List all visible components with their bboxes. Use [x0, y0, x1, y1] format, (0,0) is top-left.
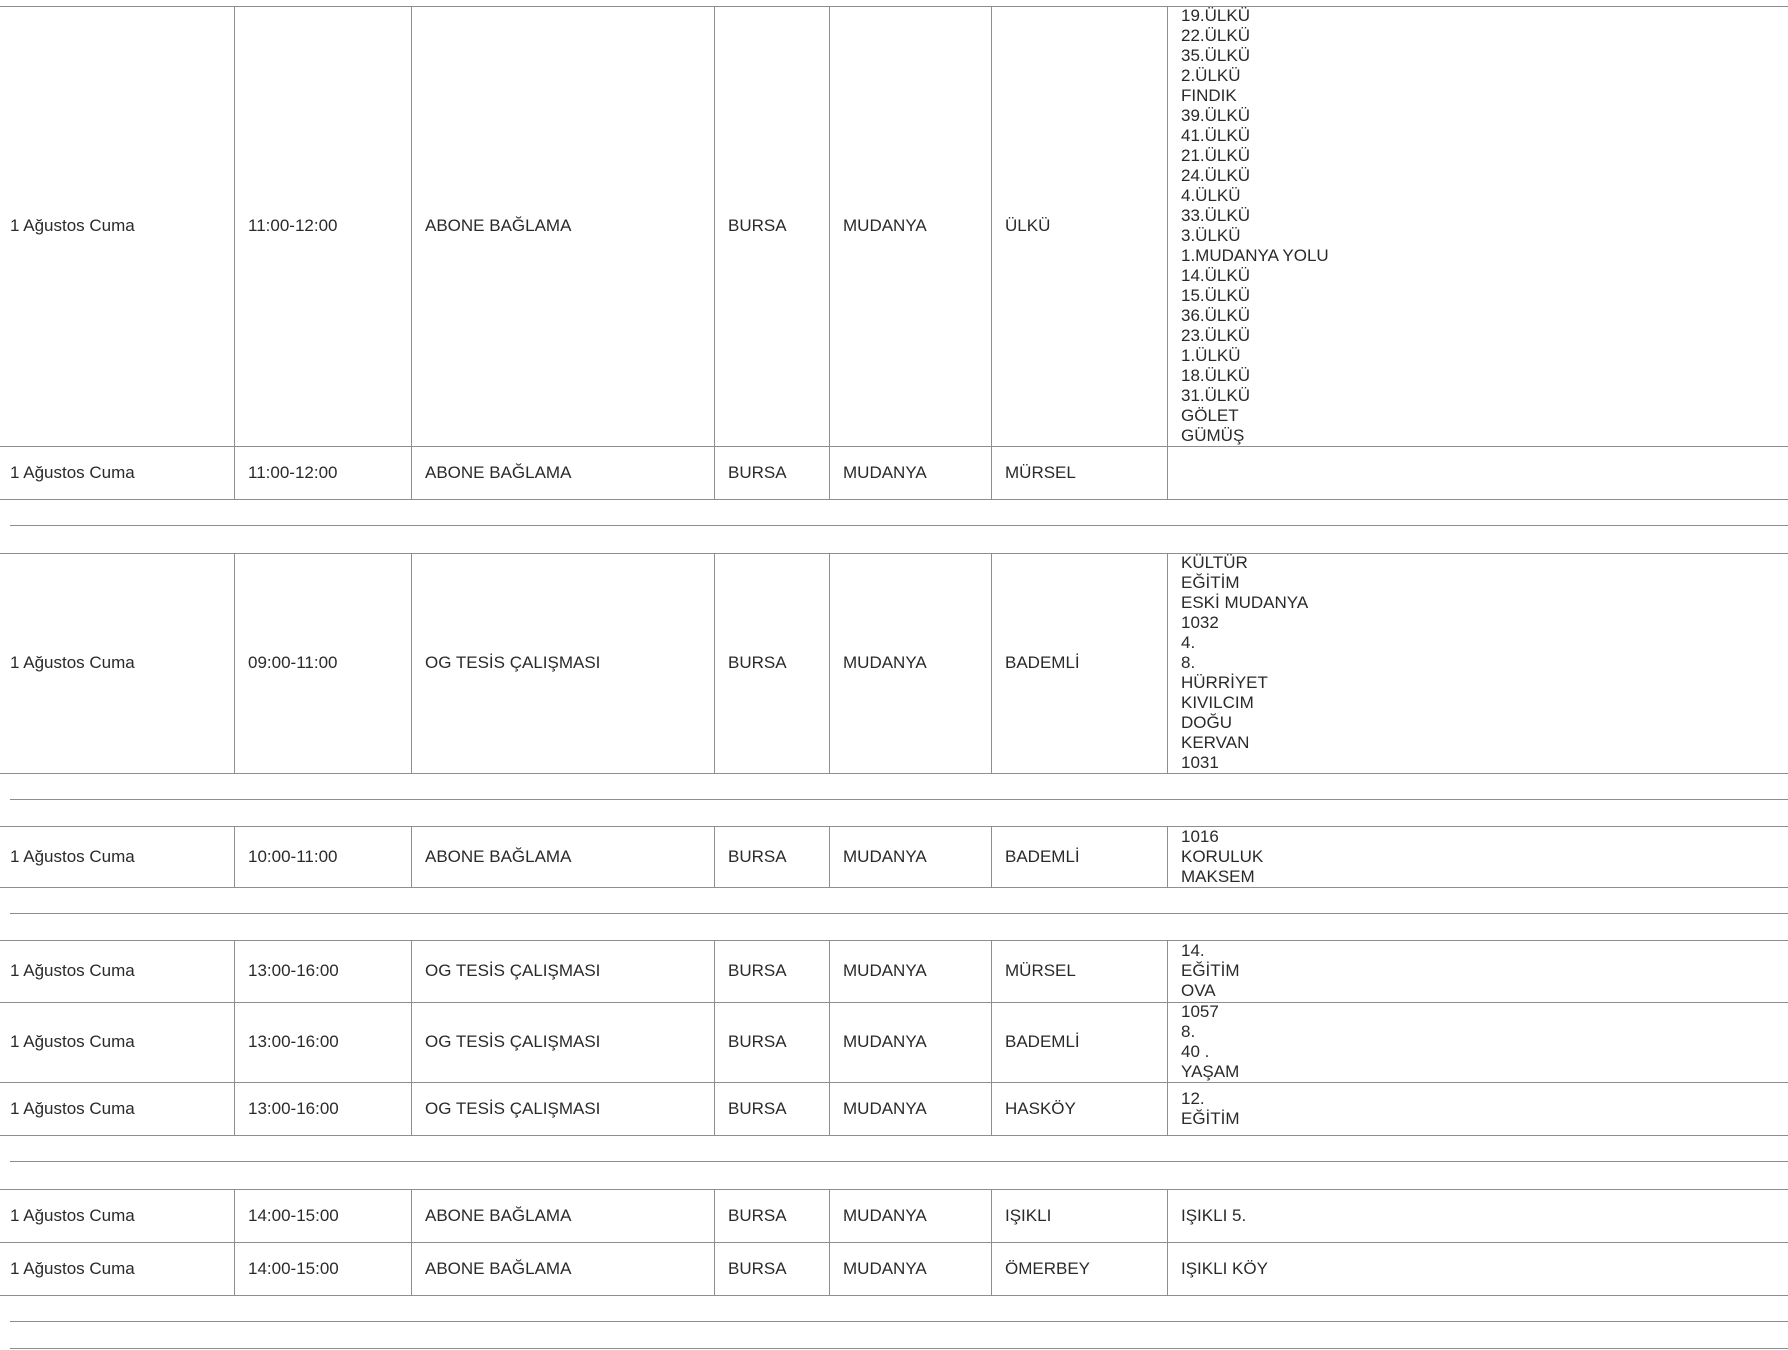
row-border — [0, 887, 1788, 888]
street-item: KORULUK — [1181, 846, 1264, 866]
column-divider — [714, 826, 715, 887]
column-divider — [829, 6, 830, 446]
street-item: EĞİTİM — [1181, 961, 1240, 980]
column-divider — [234, 1242, 235, 1295]
street-item: 41.ÜLKÜ — [1181, 126, 1250, 145]
cell-streets — [1181, 553, 1778, 773]
column-divider — [714, 6, 715, 446]
group-spacer-line — [10, 553, 1788, 554]
cell-time: 10:00-11:00 — [248, 846, 338, 866]
column-divider — [829, 1082, 830, 1135]
row-border — [0, 6, 1788, 7]
cell-time: 13:00-16:00 — [248, 1032, 339, 1051]
street-item: GÜMÜŞ — [1181, 426, 1245, 445]
column-divider — [829, 446, 830, 499]
group-spacer-line — [10, 940, 1788, 941]
street-item: 24.ÜLKÜ — [1181, 166, 1250, 185]
cell-date: 1 Ağustos Cuma — [10, 1258, 135, 1278]
cell-time: 09:00-11:00 — [248, 653, 338, 672]
street-item: 18.ÜLKÜ — [1181, 366, 1250, 385]
street-item: 1031 — [1181, 753, 1219, 772]
cell-city: BURSA — [728, 1032, 787, 1051]
cell-district: MUDANYA — [843, 846, 927, 866]
column-divider — [234, 6, 235, 446]
street-item: 1.ÜLKÜ — [1181, 346, 1241, 365]
cell-work: OG TESİS ÇALIŞMASI — [425, 1032, 601, 1051]
cell-district: MUDANYA — [843, 961, 927, 980]
column-divider — [1167, 940, 1168, 1002]
row-border — [0, 446, 1788, 447]
cell-time: 14:00-15:00 — [248, 1258, 339, 1278]
street-item: 1.MUDANYA YOLU — [1181, 246, 1329, 265]
column-divider — [714, 1189, 715, 1242]
column-divider — [411, 6, 412, 446]
cell-streets — [1181, 941, 1778, 1001]
street-item: 33.ÜLKÜ — [1181, 206, 1250, 225]
street-item: 8. — [1181, 653, 1196, 672]
cell-work: OG TESİS ÇALIŞMASI — [425, 961, 601, 980]
column-divider — [714, 553, 715, 773]
street-item: IŞIKLI KÖY — [1181, 1258, 1268, 1278]
cell-district: MUDANYA — [843, 1098, 927, 1118]
cell-time: 11:00-12:00 — [248, 462, 338, 482]
street-item: FINDIK — [1181, 86, 1237, 105]
street-item: MAKSEM — [1181, 866, 1255, 886]
row-border — [0, 1002, 1788, 1003]
cell-city: BURSA — [728, 653, 787, 672]
street-item: OVA — [1181, 981, 1216, 1000]
cell-time: 13:00-16:00 — [248, 1098, 339, 1118]
street-item: 4. — [1181, 633, 1196, 652]
street-item: 15.ÜLKÜ — [1181, 286, 1250, 305]
column-divider — [991, 826, 992, 887]
cell-work: ABONE BAĞLAMA — [425, 1205, 572, 1225]
group-spacer-line — [10, 1321, 1788, 1322]
column-divider — [1167, 1189, 1168, 1242]
column-divider — [411, 940, 412, 1002]
column-divider — [991, 446, 992, 499]
column-divider — [234, 940, 235, 1002]
cell-neighborhood: IŞIKLI — [1005, 1205, 1052, 1225]
cell-date: 1 Ağustos Cuma — [10, 653, 135, 672]
cell-neighborhood: BADEMLİ — [1005, 1032, 1080, 1051]
cell-neighborhood: HASKÖY — [1005, 1098, 1076, 1118]
street-item: YAŞAM — [1181, 1062, 1240, 1081]
group-spacer-line — [10, 1161, 1788, 1162]
column-divider — [1167, 1002, 1168, 1082]
street-item: KÜLTÜR — [1181, 553, 1248, 572]
cell-work: ABONE BAĞLAMA — [425, 462, 572, 482]
cell-city: BURSA — [728, 961, 787, 980]
column-divider — [411, 1002, 412, 1082]
cell-time: 11:00-12:00 — [248, 216, 338, 235]
column-divider — [991, 553, 992, 773]
column-divider — [411, 1189, 412, 1242]
row-border — [0, 773, 1788, 774]
column-divider — [411, 826, 412, 887]
cell-streets — [1181, 1089, 1778, 1129]
cell-time: 13:00-16:00 — [248, 961, 339, 980]
cell-date: 1 Ağustos Cuma — [10, 462, 135, 482]
street-item: DOĞU — [1181, 713, 1232, 732]
column-divider — [234, 1189, 235, 1242]
row-border — [0, 1295, 1788, 1296]
column-divider — [991, 940, 992, 1002]
group-spacer-line — [10, 799, 1788, 800]
group-spacer-line — [10, 1348, 1788, 1349]
cell-date: 1 Ağustos Cuma — [10, 961, 135, 980]
street-item: IŞIKLI 5. — [1181, 1205, 1247, 1225]
cell-date: 1 Ağustos Cuma — [10, 216, 135, 235]
cell-time: 14:00-15:00 — [248, 1205, 339, 1225]
cell-streets — [1181, 1206, 1778, 1226]
cell-district: MUDANYA — [843, 1258, 927, 1278]
cell-streets — [1181, 1002, 1778, 1082]
group-spacer-line — [10, 913, 1788, 914]
street-item: 36.ÜLKÜ — [1181, 306, 1250, 325]
street-item: 1032 — [1181, 613, 1219, 632]
group-spacer-line — [10, 826, 1788, 827]
column-divider — [991, 6, 992, 446]
column-divider — [829, 553, 830, 773]
cell-district: MUDANYA — [843, 653, 927, 672]
street-item: 39.ÜLKÜ — [1181, 106, 1250, 125]
cell-work: ABONE BAĞLAMA — [425, 1258, 572, 1278]
street-item: 8. — [1181, 1022, 1196, 1041]
column-divider — [829, 940, 830, 1002]
cell-date: 1 Ağustos Cuma — [10, 1098, 135, 1118]
cell-city: BURSA — [728, 846, 787, 866]
cell-neighborhood: MÜRSEL — [1005, 462, 1076, 482]
column-divider — [991, 1189, 992, 1242]
column-divider — [1167, 826, 1168, 887]
column-divider — [829, 826, 830, 887]
row-border — [0, 1135, 1788, 1136]
street-item: 40 . — [1181, 1042, 1210, 1061]
row-border — [0, 499, 1788, 500]
cell-date: 1 Ağustos Cuma — [10, 1205, 135, 1225]
cell-date: 1 Ağustos Cuma — [10, 846, 135, 866]
cell-neighborhood: ÜLKÜ — [1005, 216, 1051, 235]
column-divider — [991, 1082, 992, 1135]
cell-district: MUDANYA — [843, 1032, 927, 1051]
column-divider — [234, 826, 235, 887]
cell-work: OG TESİS ÇALIŞMASI — [425, 1098, 601, 1118]
cell-district: MUDANYA — [843, 1205, 927, 1225]
street-item: HÜRRİYET — [1181, 673, 1268, 692]
column-divider — [234, 553, 235, 773]
cell-city: BURSA — [728, 216, 787, 235]
cell-neighborhood: MÜRSEL — [1005, 961, 1076, 980]
cell-streets — [1181, 6, 1778, 446]
street-item: 1057 — [1181, 1002, 1219, 1021]
street-item: 4.ÜLKÜ — [1181, 186, 1241, 205]
row-border — [0, 1082, 1788, 1083]
cell-city: BURSA — [728, 462, 787, 482]
column-divider — [714, 1002, 715, 1082]
group-spacer-line — [10, 1189, 1788, 1190]
street-item: 21.ÜLKÜ — [1181, 146, 1250, 165]
street-item: EĞİTİM — [1181, 1108, 1240, 1128]
street-item: ESKİ MUDANYA — [1181, 593, 1309, 612]
column-divider — [1167, 1082, 1168, 1135]
column-divider — [411, 553, 412, 773]
column-divider — [234, 1082, 235, 1135]
street-item: EĞİTİM — [1181, 573, 1240, 592]
column-divider — [829, 1002, 830, 1082]
street-item: 23.ÜLKÜ — [1181, 326, 1250, 345]
cell-neighborhood: ÖMERBEY — [1005, 1258, 1091, 1278]
column-divider — [991, 1002, 992, 1082]
street-item: 14.ÜLKÜ — [1181, 266, 1250, 285]
cell-streets — [1181, 827, 1778, 887]
street-item: 31.ÜLKÜ — [1181, 386, 1250, 405]
street-item: 14. — [1181, 941, 1205, 960]
street-item: KIVILCIM — [1181, 693, 1254, 712]
cell-city: BURSA — [728, 1205, 787, 1225]
column-divider — [411, 446, 412, 499]
street-item: GÖLET — [1181, 406, 1239, 425]
column-divider — [714, 1082, 715, 1135]
cell-neighborhood: BADEMLİ — [1005, 846, 1080, 866]
street-item: 12. — [1181, 1088, 1205, 1108]
column-divider — [829, 1242, 830, 1295]
cell-district: MUDANYA — [843, 216, 927, 235]
column-divider — [411, 1082, 412, 1135]
column-divider — [1167, 1242, 1168, 1295]
column-divider — [991, 1242, 992, 1295]
column-divider — [234, 1002, 235, 1082]
cell-work: OG TESİS ÇALIŞMASI — [425, 653, 601, 672]
street-item: 22.ÜLKÜ — [1181, 26, 1250, 45]
cell-work: ABONE BAĞLAMA — [425, 846, 572, 866]
column-divider — [1167, 553, 1168, 773]
cell-city: BURSA — [728, 1258, 787, 1278]
cell-streets — [1181, 1259, 1778, 1279]
column-divider — [714, 446, 715, 499]
cell-neighborhood: BADEMLİ — [1005, 653, 1080, 672]
column-divider — [1167, 6, 1168, 446]
column-divider — [829, 1189, 830, 1242]
column-divider — [714, 940, 715, 1002]
group-spacer-line — [10, 525, 1788, 526]
cell-district: MUDANYA — [843, 462, 927, 482]
street-item: KERVAN — [1181, 733, 1250, 752]
column-divider — [714, 1242, 715, 1295]
cell-work: ABONE BAĞLAMA — [425, 216, 572, 235]
column-divider — [411, 1242, 412, 1295]
street-item: 2.ÜLKÜ — [1181, 66, 1241, 85]
row-border — [0, 1242, 1788, 1243]
cell-city: BURSA — [728, 1098, 787, 1118]
street-item: 19.ÜLKÜ — [1181, 6, 1250, 25]
column-divider — [1167, 446, 1168, 499]
street-item: 1016 — [1181, 826, 1219, 846]
cell-date: 1 Ağustos Cuma — [10, 1032, 135, 1051]
street-item: 35.ÜLKÜ — [1181, 46, 1250, 65]
column-divider — [234, 446, 235, 499]
street-item: 3.ÜLKÜ — [1181, 226, 1241, 245]
